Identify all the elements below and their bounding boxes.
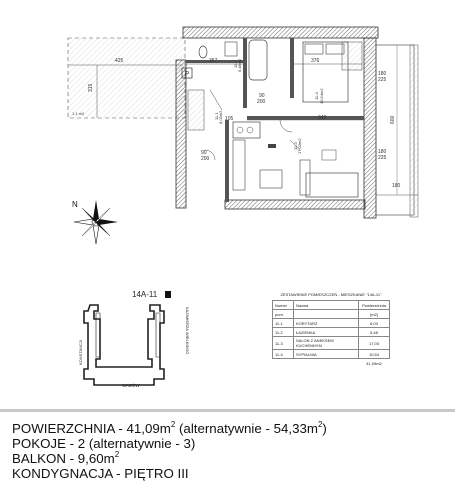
dim-425: 425 (115, 58, 124, 64)
table-cell: 11-3 (273, 337, 294, 350)
summary-rooms: POKOJE - 2 (alternatywnie - 3) (12, 436, 196, 451)
room-area-11-4: 10,54m2 (319, 88, 324, 104)
wardrobe-icon (342, 42, 362, 70)
wall-top (183, 27, 378, 38)
room-area-11-1: 8,03m2 (218, 110, 223, 124)
table-cell: SALON Z ANEKSEM KUCHENNYM (294, 337, 359, 350)
summary-area: POWIERZCHNIA - $41,09m^2$ (alternatywnie - $54,33m^2$) (12, 419, 327, 436)
dim-357: 357 (209, 58, 218, 64)
room-area-11-2: 5,48m2 (237, 58, 242, 72)
wm-label: P (184, 71, 190, 78)
bed-icon (303, 42, 348, 102)
rooms-table (272, 292, 390, 367)
wall-left (176, 60, 186, 208)
table-cell: 11-4 (273, 350, 294, 359)
dim-105: 105 (225, 116, 234, 122)
table-cell: 8,03 (359, 319, 390, 328)
dim-315: 315 (88, 83, 94, 92)
sofa-icon (306, 173, 358, 197)
table-header-cell (294, 310, 359, 319)
table-cell: 11-2 (273, 328, 294, 337)
table-row (273, 319, 390, 328)
table-row (273, 337, 390, 350)
dim-180-b: 180 (378, 149, 387, 155)
street-right: KAZIMIERZA WIELKIEGO (185, 307, 190, 355)
table-icon (260, 170, 282, 188)
room-code-11-2: 11-2 (233, 60, 238, 68)
toilet-icon (199, 46, 207, 58)
unit-label: 14A-11 (132, 290, 158, 299)
table-header-row (273, 310, 390, 319)
table-cell: 11-1 (273, 319, 294, 328)
dim-200-b: 200 (201, 156, 210, 162)
room-code-11-4: 11-4 (314, 92, 319, 100)
table-row (273, 350, 390, 359)
table-row (273, 328, 390, 337)
table-title: ZESTAWIENIE POMIESZCZEŃ - MIESZKANIE "14A-11" (280, 292, 382, 297)
table-cell: SYPIALNIA (294, 350, 359, 359)
table-header-row (273, 301, 390, 310)
summary-balcony: BALKON - $9,60m^2$ (12, 449, 120, 466)
table-total-row (273, 359, 390, 368)
apartment-summary (12, 421, 327, 481)
table-header-cell: pom. (273, 310, 294, 319)
street-bottom: WAZÓW (122, 383, 140, 388)
compass-icon (74, 200, 118, 244)
table-cell: 17,03 (359, 337, 390, 350)
table-cell: KORYTARZ (294, 319, 359, 328)
dim-600: 600 (390, 115, 396, 124)
wall-bottom (225, 200, 365, 209)
wall-bath-right (290, 38, 294, 98)
wall-corridor (225, 120, 229, 202)
dim-90-b: 90 (201, 150, 207, 156)
balcony-area: 1.1 m2 (72, 111, 85, 116)
dim-180-a: 180 (378, 71, 387, 77)
room-area-11-3: 17,03m2 (297, 138, 302, 154)
table-header-cell: Nazwa (294, 301, 359, 310)
compass-north-label: N (72, 200, 78, 209)
terrace-outline (68, 38, 185, 118)
room-code-11-1: 11-1 (214, 112, 219, 120)
table-header-cell: [m2] (359, 310, 390, 319)
table-total: 41,09m2 (366, 360, 382, 366)
dim-225-b: 225 (378, 155, 387, 161)
summary-floor: KONDYGNACJA - PIĘTRO III (12, 466, 189, 481)
wall-right (364, 38, 376, 218)
table-header-cell: Powierzchnia (359, 301, 390, 310)
wall-bath-left (243, 38, 247, 108)
street-left: KONSTANCJI (78, 339, 83, 365)
dim-225-a: 225 (378, 77, 387, 83)
dim-180-c: 180 (392, 183, 401, 189)
dim-200: 200 (257, 99, 266, 105)
room-code-11-3: 11-3 (293, 142, 298, 150)
table-cell: 5,48 (359, 328, 390, 337)
table-header-cell: Numer (273, 301, 294, 310)
wall-mid (247, 116, 364, 120)
dim-340: 340 (318, 115, 327, 121)
stairs-hatch (188, 90, 204, 130)
unit-marker (165, 291, 171, 298)
bathtub-icon (249, 40, 267, 80)
dim-376: 376 (311, 58, 320, 64)
dim-90: 90 (259, 93, 265, 99)
table-cell: ŁAZIENKA (294, 328, 359, 337)
table-cell: 10,54 (359, 350, 390, 359)
divider (0, 409, 455, 412)
building-key-plan (70, 283, 220, 393)
